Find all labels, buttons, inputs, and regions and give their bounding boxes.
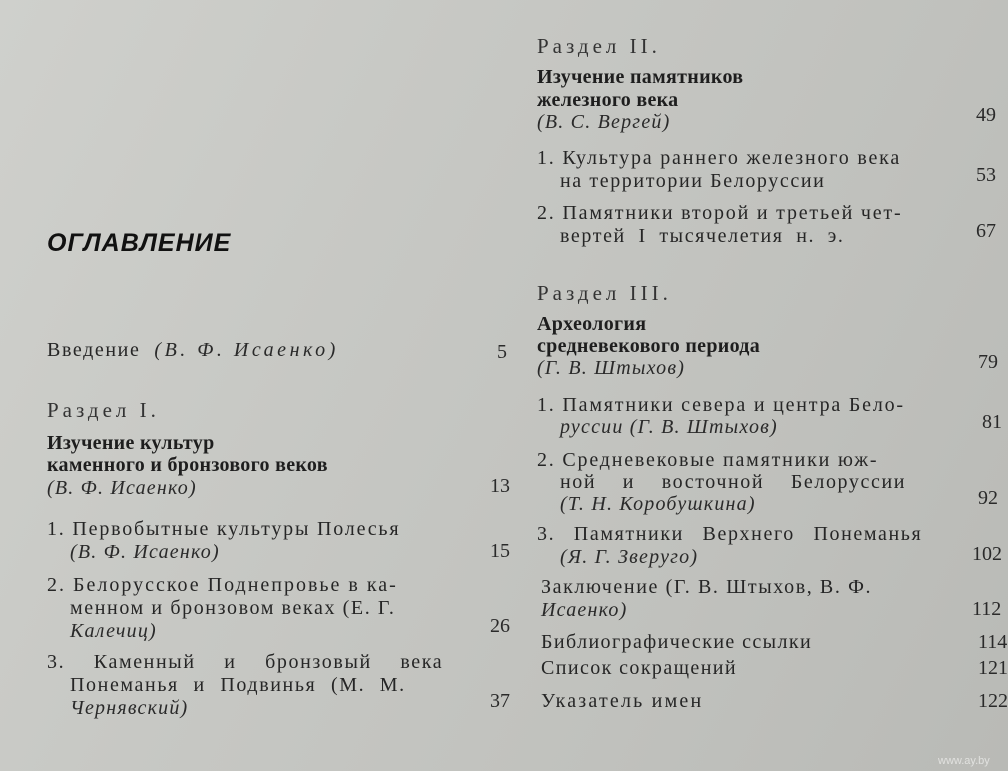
name-index-page: 122 [978, 690, 1008, 712]
section3-title-line2: средневекового периода [537, 335, 761, 357]
s2-item2-page: 67 [976, 220, 996, 242]
section2-page: 49 [976, 104, 996, 126]
s3-item3-page: 102 [972, 543, 1002, 565]
bibliography-page: 114 [978, 631, 1008, 653]
s1-item2-line3: Калечиц) [70, 620, 157, 642]
intro-label: Введение [47, 339, 141, 361]
intro-entry [47, 339, 467, 362]
intro-author: (В. Ф. Исаенко) [154, 339, 339, 361]
s1-item3-line2: Понеманья и Подвинья (М. М. [70, 674, 406, 696]
section1-page: 13 [490, 475, 510, 497]
s1-item3-line3: Чернявский) [70, 697, 189, 719]
section2-title-line2: железного века [537, 89, 679, 111]
section2-author: (В. С. Вергей) [537, 111, 671, 133]
s2-item1-line1: 1. Культура раннего железного века [537, 147, 902, 169]
s3-item3-line1: 3. Памятники Верхнего Понеманья [537, 523, 923, 545]
conclusion-line2: Исаенко) [541, 599, 628, 621]
abbreviations-label: Список сокращений [541, 657, 737, 679]
section1-author: (В. Ф. Исаенко) [47, 477, 197, 499]
s1-item1-page: 15 [490, 540, 510, 562]
s2-item1-line2: на территории Белоруссии [560, 170, 826, 192]
s2-item2-line1: 2. Памятники второй и третьей чет- [537, 202, 903, 224]
section3-heading: Раздел III. [537, 281, 672, 305]
section1-heading: Раздел I. [47, 398, 160, 422]
bibliography-label: Библиографические ссылки [541, 631, 813, 653]
s2-item1-page: 53 [976, 164, 996, 186]
s3-item2-page: 92 [978, 487, 998, 509]
s1-item2-page: 26 [490, 615, 510, 637]
name-index-label: Указатель имен [541, 690, 704, 712]
s1-item1-line1: 1. Первобытные культуры Полесья [47, 518, 401, 540]
section2-title-line1: Изучение памятников [537, 66, 744, 88]
intro-page: 5 [497, 341, 507, 363]
s3-item1-page: 81 [982, 411, 1002, 433]
s3-item1-line2: руссии (Г. В. Штыхов) [560, 416, 778, 438]
toc-title: ОГЛАВЛЕНИЕ [47, 229, 232, 257]
s3-item3-line2: (Я. Г. Зверуго) [560, 546, 699, 568]
s1-item2-line1: 2. Белорусское Поднепровье в ка- [47, 574, 398, 596]
section3-page: 79 [978, 351, 998, 373]
s3-item1-line1: 1. Памятники севера и центра Бело- [537, 394, 905, 416]
s3-item2-line3: (Т. Н. Коробушкина) [560, 493, 756, 515]
s1-item2-line2: менном и бронзовом веках (Е. Г. [70, 597, 396, 619]
section3-author: (Г. В. Штыхов) [537, 357, 686, 379]
s1-item3-page: 37 [490, 690, 510, 712]
s3-item2-line1: 2. Средневековые памятники юж- [537, 449, 879, 471]
section3-title-line1: Археология [537, 313, 647, 335]
s2-item2-line2: вертей I тысячелетия н. э. [560, 225, 845, 247]
s1-item3-line1: 3. Каменный и бронзовый века [47, 651, 444, 673]
s1-item1-line2: (В. Ф. Исаенко) [70, 541, 220, 563]
watermark: www.ay.by [938, 755, 990, 767]
s3-item2-line2: ной и восточной Белоруссии [560, 471, 907, 493]
conclusion-line1: Заключение (Г. В. Штыхов, В. Ф. [541, 576, 873, 598]
abbreviations-page: 121 [978, 657, 1008, 679]
conclusion-page: 112 [972, 598, 1002, 620]
section1-title-line2: каменного и бронзового веков [47, 454, 328, 476]
section1-title-line1: Изучение культур [47, 432, 215, 454]
section2-heading: Раздел II. [537, 34, 661, 58]
